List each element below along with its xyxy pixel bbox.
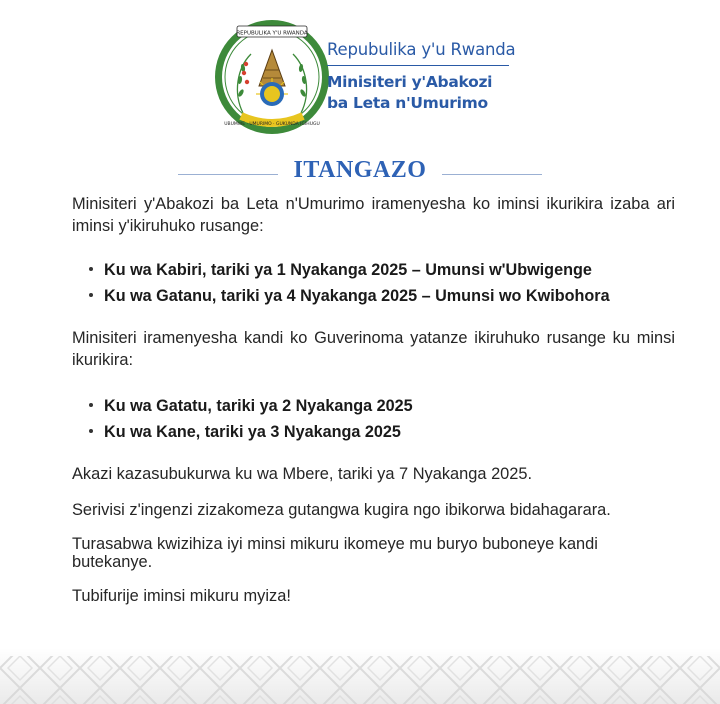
svg-text:REPUBULIKA Y'U RWANDA: REPUBULIKA Y'U RWANDA [236, 30, 308, 37]
request-paragraph: Turasabwa kwizihiza iyi minsi mikuru ikomeye mu buryo buboneye kandi butekanye. [72, 535, 598, 571]
public-holidays-list [72, 257, 675, 309]
list-item: Ku wa Gatanu, tariki ya 4 Nyakanga 2025 – Umunsi wo Kwibohora [72, 283, 675, 309]
announcement-title: ITANGAZO [293, 157, 427, 183]
extra-days-list [72, 393, 675, 445]
ministry-text-block [327, 40, 517, 114]
list-item: Ku wa Kabiri, tariki ya 1 Nyakanga 2025 – Umunsi w'Ubwigenge [72, 257, 675, 283]
bullet-icon [89, 403, 93, 407]
list-item: Ku wa Gatatu, tariki ya 2 Nyakanga 2025 [72, 393, 675, 419]
svg-text:UBUMWE · UMURIMO · GUKUNDA IGI: UBUMWE · UMURIMO · GUKUNDA IGIHUGU [224, 122, 320, 127]
letterhead [213, 18, 516, 136]
resume-work-paragraph: Akazi kazasubukurwa ku wa Mbere, tariki ya 7 Nyakanga 2025. [72, 465, 533, 483]
bullet-icon [89, 429, 93, 433]
ministry-name-line2: ba Leta n'Umurimo [327, 94, 488, 112]
footer-decorative-pattern [0, 648, 720, 704]
letterhead-divider [327, 65, 509, 66]
republic-name: Repubulika y'u Rwanda [327, 40, 516, 59]
ministry-name-line1: Minisiteri y'Abakozi [327, 73, 493, 91]
rwanda-coat-of-arms-logo [213, 18, 331, 136]
announcement-body [72, 193, 675, 607]
intro-paragraph: Minisiteri y'Abakozi ba Leta n'Umurimo iramenyesha ko iminsi ikurikira izaba ari iminsi y'ikiruhuko rusange: [72, 195, 675, 235]
second-intro-paragraph: Minisiteri iramenyesha kandi ko Guverinoma yatanze ikiruhuko rusange ku minsi ikurikira: [72, 329, 675, 369]
announcement-title-row [178, 157, 542, 189]
list-item: Ku wa Kane, tariki ya 3 Nyakanga 2025 [72, 419, 675, 445]
wishes-paragraph: Tubifurije iminsi mikuru myiza! [72, 587, 291, 605]
essential-services-paragraph: Serivisi z'ingenzi zizakomeza gutangwa kugira ngo ibikorwa bidahagarara. [72, 501, 611, 519]
bullet-icon [89, 293, 93, 297]
bullet-icon [89, 267, 93, 271]
title-divider-right [442, 174, 542, 175]
